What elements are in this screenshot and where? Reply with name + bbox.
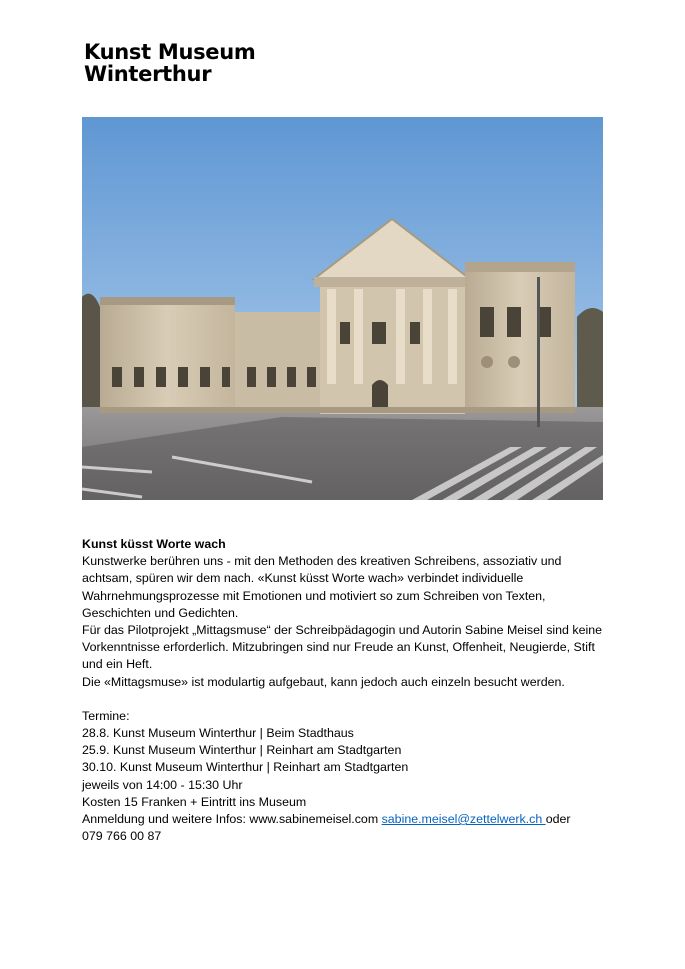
cost-info: Kosten 15 Franken + Eintritt ins Museum <box>82 794 307 809</box>
museum-logo <box>84 41 255 85</box>
email-link[interactable]: sabine.meisel@zettelwerk.ch <box>381 812 546 827</box>
date-item: 25.9. Kunst Museum Winterthur | Reinhart am Stadtgarten <box>82 743 402 758</box>
contact-prefix: Anmeldung und weitere Infos: www.sabinemeisel.com <box>82 812 382 827</box>
time-info: jeweils von 14:00 - 15:30 Uhr <box>82 777 243 792</box>
logo-line-1: Kunst Museum <box>84 40 256 64</box>
event-description <box>82 536 612 845</box>
project-paragraph: Für das Pilotprojekt „Mittagsmuse“ der Schreibpädagogin und Autorin Sabine Meisel sind keine Vorkenntnisse erforderlich. Mitzubringen sind nur Freude an Kunst, Offenheit, Neugierde, Stift und ein Heft. <box>82 623 603 672</box>
logo-line-2: Winterthur <box>84 62 212 86</box>
date-item: 28.8. Kunst Museum Winterthur | Beim Stadthaus <box>82 726 354 741</box>
module-paragraph: Die «Mittagsmuse» ist modulartig aufgebaut, kann jedoch auch einzeln besucht werden. <box>82 674 565 689</box>
museum-building-photo <box>82 117 603 500</box>
date-item: 30.10. Kunst Museum Winterthur | Reinhart am Stadtgarten <box>82 760 409 775</box>
contact-info <box>82 811 612 828</box>
intro-paragraph: Kunstwerke berühren uns - mit den Methoden des kreativen Schreibens, assoziativ und achtsam, spüren wir dem nach. «Kunst küsst Worte wach» verbindet individuelle Wahrnehmungsprozesse mit Emotionen und motiviert so zum Schreiben von Texten, Geschichten und Gedichten. <box>82 554 562 620</box>
event-title: Kunst küsst Worte wach <box>82 537 226 551</box>
contact-suffix: oder <box>545 812 571 827</box>
dates-heading: Termine: <box>82 708 130 723</box>
phone-number: 079 766 00 87 <box>82 829 162 844</box>
